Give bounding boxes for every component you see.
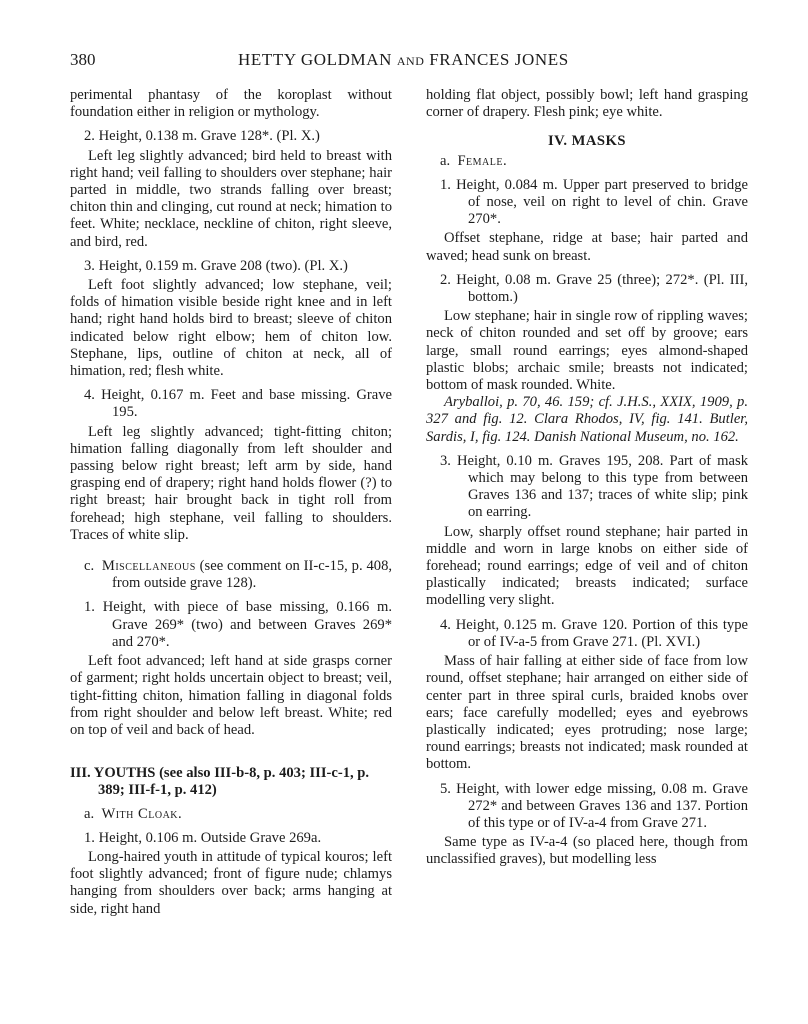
entry-description: Left foot advanced; left hand at side grasps corner of garment; right holds uncertain object to breast; veil, tight-fitting chiton, himation falling in diagonal folds from right shoulder and below left breast. White; red on top of veil and back of head.	[70, 653, 392, 738]
page-number: 380	[70, 50, 96, 69]
subsection-title: With Cloak.	[101, 805, 183, 822]
misc-lead: Miscellaneous	[101, 558, 196, 575]
catalog-entry-c1: 1. Height, with piece of base missing, 0.166 m. Grave 269* (two) and between Graves 269* and 270*.	[84, 599, 392, 650]
catalog-entry-y1: 1. Height, 0.106 m. Outside Grave 269a.	[84, 829, 322, 846]
author-goldman: HETTY GOLDMAN	[238, 50, 393, 69]
entry-description: Same type as IV-a-4 (so placed here, though from unclassified graves), but modelling less	[426, 834, 748, 868]
entry-description: Long-haired youth in attitude of typical kouros; left foot slightly advanced; front of figure nude; chlamys hanging from shoulders over back; arms hanging at side, right hand	[70, 848, 392, 917]
left-column	[70, 87, 392, 918]
entry-description: Low, sharply offset round stephane; hair parted in middle and worn in large knobs on either side of forehead; round earrings; edge of veil and of chiton plastically indicated; breasts indicated; surface modelling very slight.	[426, 523, 748, 609]
paragraph: perimental phantasy of the koroplast without foundation either in religion or mythology.	[70, 87, 392, 121]
author-and: AND	[396, 54, 425, 68]
entry-description: Left leg slightly advanced; tight-fitting chiton; himation falling diagonally from left shoulder and passing below right breast; left arm by side, hand grasping end of drapery; right hand holds flower (?) to right breast; hair brought back in tight roll from forehead; high stephane, veil falling to shoulders. Traces of white slip.	[70, 423, 392, 543]
section-heading-youths: III. YOUTHS (see also III-b-8, p. 403; III-c-1, p. 389; III-f-1, p. 412)	[70, 765, 370, 799]
catalog-entry-m1: 1. Height, 0.084 m. Upper part preserved to bridge of nose, veil on right to level of chin. Grave 270*.	[440, 176, 748, 228]
page-header	[70, 50, 750, 78]
entry-description: Mass of hair falling at either side of face from low round, offset stephane; hair arranged on either side of center part in three spiral curls, braided knobs over ears; face carefully modelled; eyes and eyebrows plastically indicated; eyes protruding; nose large; round earrings; breasts not indicated; mask rounded at bottom.	[426, 653, 748, 773]
subsection-heading	[70, 806, 392, 823]
entry-description: Offset stephane, ridge at base; hair parted and waved; head sunk on breast.	[426, 230, 748, 264]
misc-label: c.	[84, 558, 95, 575]
author-jones: FRANCES JONES	[429, 50, 569, 69]
catalog-entry-4: 4. Height, 0.167 m. Feet and base missing. Grave 195.	[84, 387, 392, 421]
subsection-label: a.	[440, 152, 451, 169]
entry-description: Left leg slightly advanced; bird held to breast with right hand; veil falling to shoulders over stephane; hair parted in middle, two strands falling over breast; chiton thin and clinging, cut round at neck; himation to feet. White; necklace, neckline of chiton, right sleeve, and bird, red.	[70, 147, 392, 250]
subsection-heading	[426, 153, 748, 170]
entry-description: Low stephane; hair in single row of rippling waves; neck of chiton rounded and set off by groove; ears large, small round earrings; eyes almond-shaped plastic blobs; archaic smile; breasts not indicated; bottom of mask rounded. White.	[426, 308, 748, 394]
catalog-entry-m4: 4. Height, 0.125 m. Grave 120. Portion of this type or of IV-a-5 from Grave 271. (Pl. XVI.)	[440, 616, 748, 650]
catalog-entry-2: 2. Height, 0.138 m. Grave 128*. (Pl. X.)	[84, 128, 320, 145]
entry-description: Left foot slightly advanced; low stephane, veil; folds of himation visible beside right knee and in left hand; right hand holds bird to breast; sleeve of chiton indicated below right elbow; hem of chiton low. Stephane, lips, outline of chiton at neck, all of himation, red; flesh white.	[70, 277, 392, 380]
section-heading-masks: IV. MASKS	[547, 133, 627, 150]
miscellaneous-heading	[70, 558, 392, 592]
subsection-label: a.	[84, 805, 95, 822]
right-column	[426, 87, 748, 869]
subsection-title: Female.	[457, 152, 508, 169]
paragraph: holding flat object, possibly bowl; left hand grasping corner of drapery. Flesh pink; eye white.	[426, 87, 748, 121]
catalog-entry-m5: 5. Height, with lower edge missing, 0.08 m. Grave 272* and between Graves 136 and 137. Portion of this type or of IV-a-4 from Grave 271.	[440, 780, 748, 831]
running-head	[238, 50, 569, 70]
catalog-entry-m2: 2. Height, 0.08 m. Grave 25 (three); 272*. (Pl. III, bottom.)	[440, 271, 748, 306]
misc-rest: (see comment on II-c-15, p. 408, from outside grave 128).	[112, 558, 393, 592]
entry-references: Aryballoi, p. 70, 46. 159; cf. J.H.S., XXIX, 1909, p. 327 and fig. 12. Clara Rhodos, IV, fig. 141. Butler, Sardis, I, fig. 124. Danish National Museum, no. 162.	[426, 394, 748, 445]
catalog-entry-m3: 3. Height, 0.10 m. Graves 195, 208. Part of mask which may belong to this type from between Graves 136 and 137; traces of white slip; pink on earring.	[440, 452, 748, 521]
catalog-entry-3: 3. Height, 0.159 m. Grave 208 (two). (Pl. X.)	[84, 257, 348, 274]
